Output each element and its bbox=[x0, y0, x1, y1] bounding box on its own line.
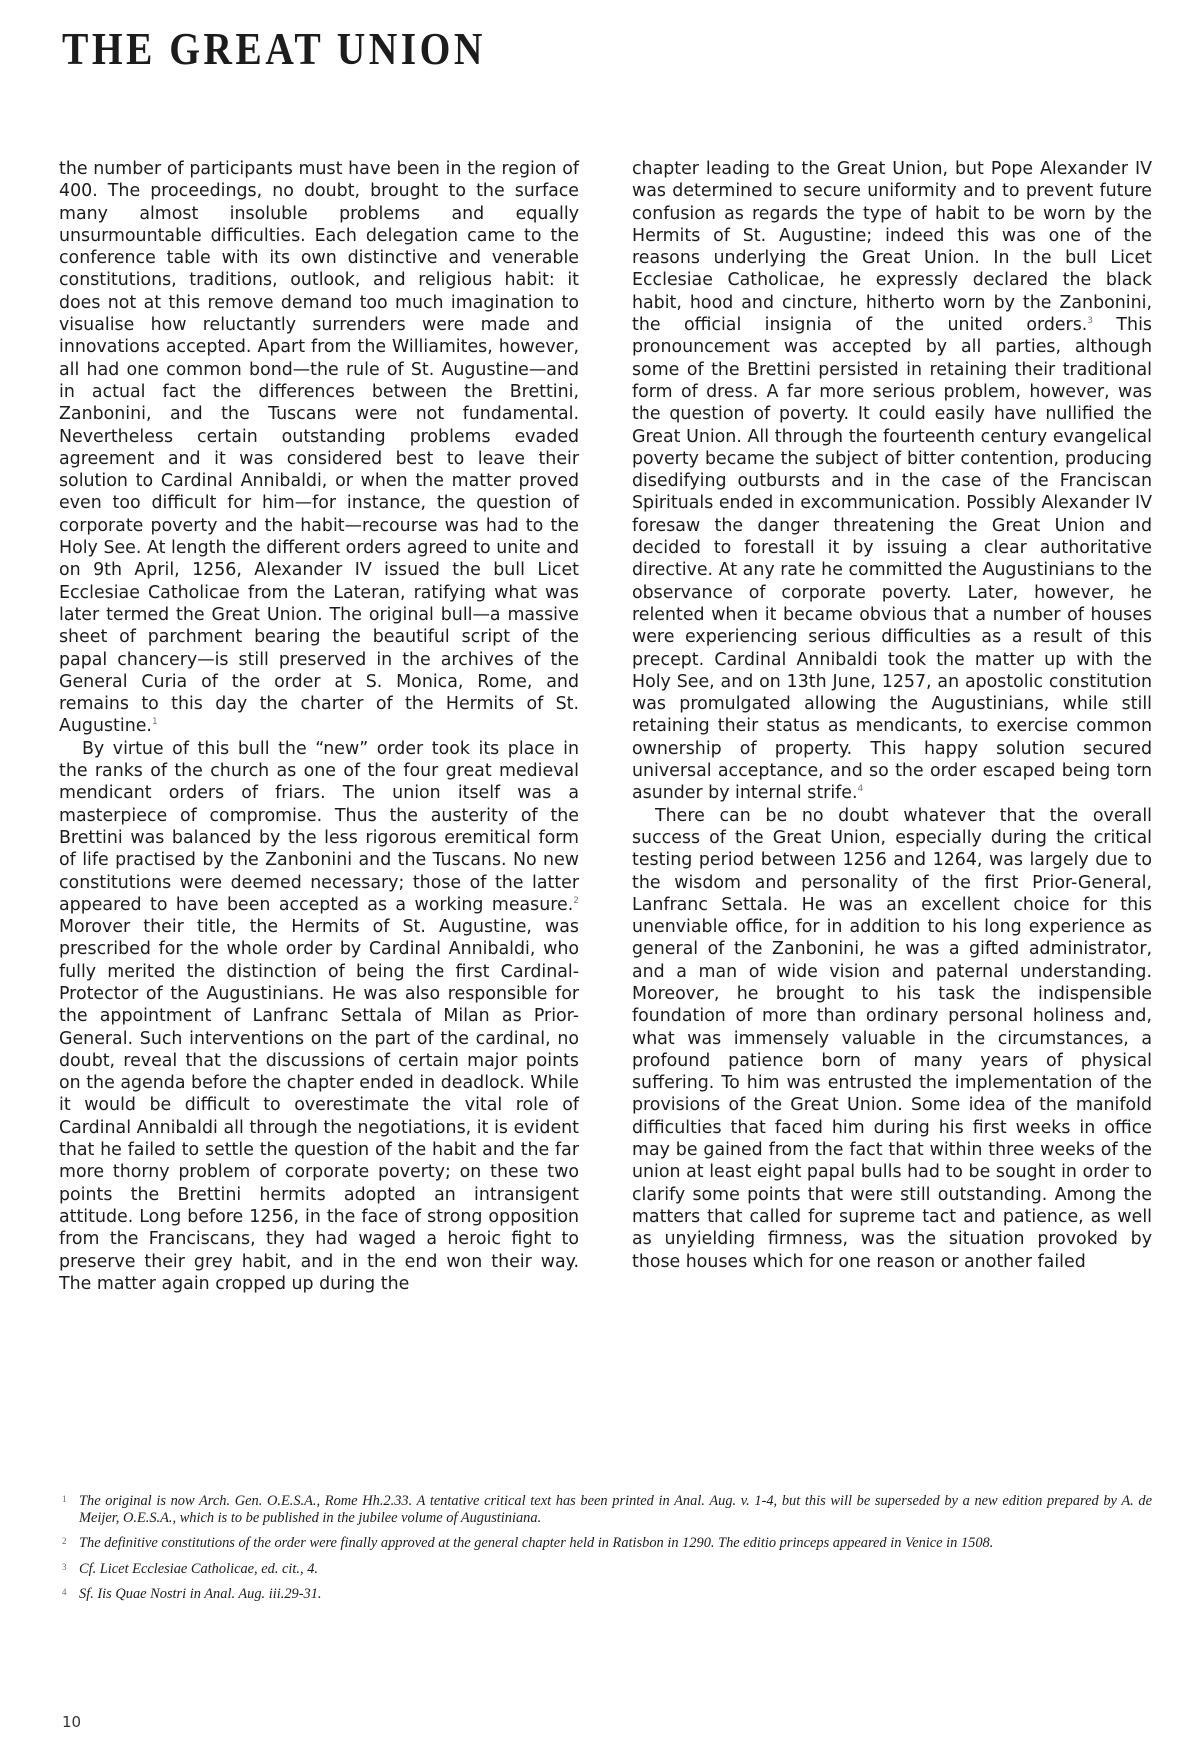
left-column bbox=[59, 158, 579, 1295]
paragraph bbox=[59, 158, 579, 738]
footnote-ref: 1 bbox=[151, 717, 158, 728]
footnote-text: The original is now Arch. Gen. O.E.S.A., Rome Hh.2.33. A tentative critical text has been printed in Anal. Aug. v. 1-4, but this will be superseded by a new edition prepared by A. de Meijer, O.E.S.A., which is to be published in the jubilee volume of Augustiniana. bbox=[79, 1493, 1152, 1526]
footnote bbox=[62, 1493, 1152, 1526]
paragraph-text: This pronouncement was accepted by all parties, although some of the Brettini persisted in retaining their traditional form of dress. A far more serious problem, however, was the question of poverty. It could easily have nullified the Great Union. All through the fourteenth century evangelical poverty became the subject of bitter contention, producing disedifying outbursts and in the case of the Franciscan Spirituals ended in excommunication. Possibly Alexander IV foresaw the danger threatening the Great Union and decided to forestall it by issuing a clear authoritative directive. At any rate he committed the Augustinians to the observance of corporate poverty. Later, however, he relented when it became obvious that a number of houses were experiencing serious difficulties as a result of this precept. Cardinal Annibaldi took the matter up with the Holy See, and on 13th June, 1257, an apostolic constitution was promulgated allowing the Augustinians, while still retaining their status as mendicants, to exercise common ownership of property. This happy solution secured universal acceptance, and so the order escaped being torn asunder by internal strife. bbox=[632, 315, 1152, 804]
paragraph-text: There can be no doubt whatever that the overall success of the Great Union, especially during the critical testing period between 1256 and 1264, was largely due to the wisdom and personality of the first Prior-General, Lanfranc Settala. He was an excellent choice for this unenviable office, for in addition to his long experience as general of the Zanbonini, he was a gifted administrator, and a man of wide vision and paternal understanding. Moreover, he brought to his task the indispensible foundation of more than ordinary personal holiness and, what was immensely valuable in the circumstances, a profound patience born of many years of physical suffering. To him was entrusted the implementation of the provisions of the Great Union. Some idea of the manifold difficulties that faced him during his first weeks in office may be gained from the fact that within three weeks of the union at least eight papal bulls had to be sought in order to clarify some points that were still outstanding. Among the matters that called for supreme tact and patience, as well as unyielding firmness, was the situation provoked by those houses which for one reason or another failed bbox=[632, 805, 1152, 1272]
paragraph-text: By virtue of this bull the “new” order took its place in the ranks of the church as one of the four great medieval mendicant orders of friars. The union itself was a masterpiece of compromise. Thus the austerity of the Brettini was balanced by the less rigorous eremitical form of life practised by the Zanbonini and the Tuscans. No new constitutions were deemed necessary; those of the latter appeared to have been accepted as a working measure. bbox=[59, 738, 579, 915]
footnote bbox=[62, 1561, 1152, 1578]
footnote-text: The definitive constitutions of the order were finally approved at the general chapter held in Ratisbon in 1290. The editio princeps appeared in Venice in 1508. bbox=[79, 1535, 994, 1552]
footnote bbox=[62, 1586, 1152, 1603]
paragraph-text: chapter leading to the Great Union, but Pope Alexander IV was determined to secure uniformity and to prevent future confusion as regards the type of habit to be worn by the Hermits of St. Augustine; indeed this was one of the reasons underlying the Great Union. In the bull Licet Ecclesiae Catholicae, he expressly declared the black habit, hood and cincture, hitherto worn by the Zanbonini, the official insignia of the united orders. bbox=[632, 159, 1152, 336]
footnote-text: Cf. Licet Ecclesiae Catholicae, ed. cit., 4. bbox=[79, 1560, 318, 1577]
paragraph-text: Morover their title, the Hermits of St. Augustine, was prescribed for the whole order by Cardinal Annibaldi, who fully merited the distinction of being the first Cardinal-Protector of the Augustinians. He was also responsible for the appointment of Lanfranc Settala of Milan as Prior-General. Such interventions on the part of the cardinal, no doubt, reveal that the discussions of certain major points on the agenda before the chapter ended in deadlock. While it would be difficult to overestimate the vital role of Cardinal Annibaldi all through the negotiations, it is evident that he failed to settle the question of the habit and the far more thorny problem of corporate poverty; on these two points the Brettini hermits adopted an intransigent attitude. Long before 1256, in the face of strong opposition from the Franciscans, they had waged a heroic fight to preserve their grey habit, and in the end won their way. The matter again cropped up during the bbox=[59, 917, 579, 1294]
footnote-ref: 4 bbox=[857, 784, 864, 795]
footnote-text: Sf. Iis Quae Nostri in Anal. Aug. iii.29-31. bbox=[79, 1586, 322, 1603]
page-number: 10 bbox=[62, 1713, 82, 1731]
footnote bbox=[62, 1535, 1152, 1552]
page-title: THE GREAT UNION bbox=[62, 23, 486, 74]
footnote-ref: 2 bbox=[573, 896, 579, 906]
footnote-ref: 3 bbox=[1087, 316, 1094, 327]
footnote-mark: 4 bbox=[62, 1587, 67, 1598]
footnote-mark: 3 bbox=[62, 1561, 67, 1572]
paragraph bbox=[59, 738, 579, 1295]
footnote-mark: 1 bbox=[62, 1494, 67, 1504]
right-column bbox=[632, 158, 1152, 1273]
footnotes bbox=[62, 1493, 1152, 1612]
paragraph-text: the number of participants must have been in the region of 400. The proceedings, no doubt, brought to the surface many almost insoluble problems and equally unsurmountable difficulties. Each delegation came to the conference table with its own distinctive and venerable constitutions, traditions, outlook, and religious habit: it does not at this remove demand too much imagination to visualise how reluctantly surrenders were made and innovations accepted. Apart from the Williamites, however, all had one common bond—the rule of St. Augustine—and in actual fact the differences between the Brettini, Zanbonini, and the Tuscans were not fundamental. Nevertheless certain outstanding problems evaded agreement and it was considered best to leave their solution to Cardinal Annibaldi, or when the matter proved even too difficult for him—for instance, the question of corporate poverty and the habit—recourse was had to the Holy See. At length the different orders agreed to unite and on 9th April, 1256, Alexander IV issued the bull Licet Ecclesiae Catholicae from the Lateran, ratifying what was later termed the Great Union. The original bull—a massive sheet of parchment bearing the beautiful script of the papal chancery—is still preserved in the archives of the General Curia of the order at S. Monica, Rome, and remains to this day the charter of the Hermits of St. Augustine. bbox=[59, 159, 579, 737]
paragraph bbox=[632, 158, 1152, 805]
paragraph bbox=[632, 805, 1152, 1273]
footnote-mark: 2 bbox=[62, 1536, 67, 1547]
